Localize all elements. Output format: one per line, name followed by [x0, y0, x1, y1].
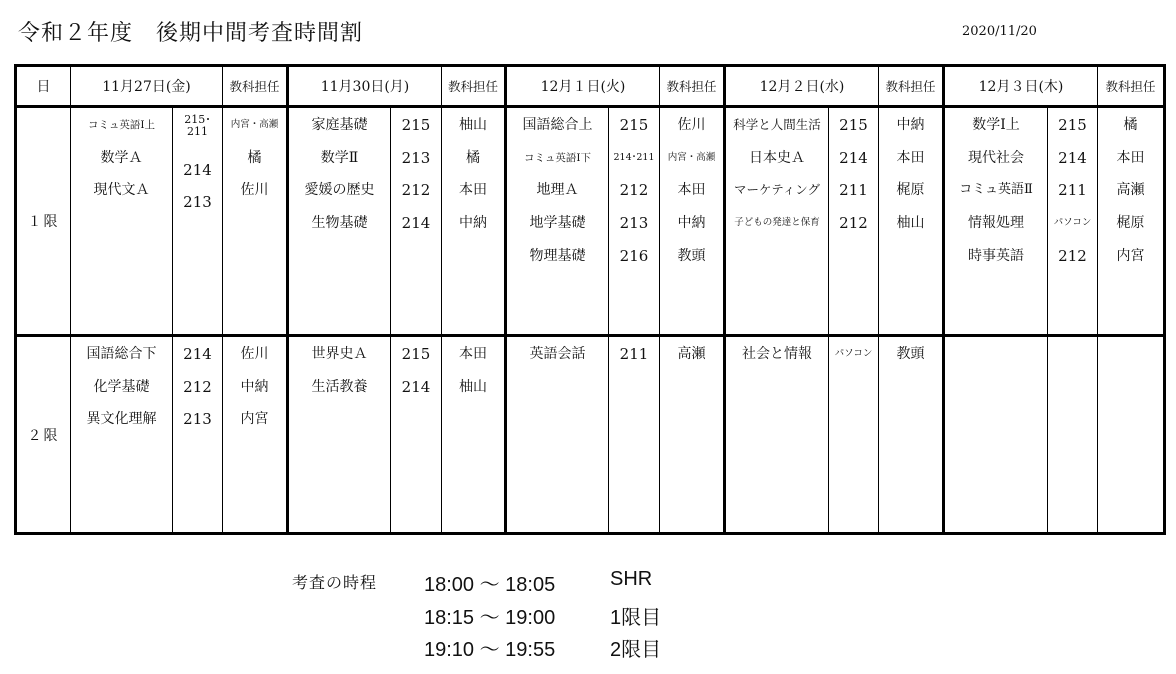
room: 212 — [839, 214, 868, 233]
rooms-cell — [391, 336, 442, 534]
rooms-cell — [1048, 336, 1098, 534]
teachers-cell — [879, 336, 944, 534]
teacher: 中納 — [459, 215, 487, 232]
room: 214 — [1058, 148, 1087, 167]
subject: 子どもの発達と保育 — [734, 217, 820, 229]
room: 213 — [619, 214, 649, 233]
rooms-cell — [1048, 107, 1098, 336]
teacher: 高瀬 — [1116, 182, 1145, 199]
rooms-cell — [829, 107, 879, 336]
day-header-2: 11月30日(月) — [288, 66, 442, 107]
room: 214 — [839, 148, 868, 167]
room: 215 — [401, 116, 431, 134]
teachers-cell — [223, 336, 288, 534]
teacher: 中納 — [677, 215, 706, 232]
teacher-header: 教科担任 — [442, 66, 506, 107]
rooms-cell — [829, 336, 879, 534]
rooms-cell — [391, 107, 442, 336]
day-header-3: 12月１日(火) — [506, 66, 660, 107]
teacher: 内宮・高瀬 — [230, 119, 279, 130]
room: 215 — [839, 116, 868, 134]
rooms-cell — [609, 336, 660, 534]
subject: コミュ英語Ⅱ — [959, 182, 1033, 198]
header-row — [16, 66, 1165, 107]
teacher: 中納 — [896, 117, 925, 133]
teachers-cell — [1098, 107, 1165, 336]
schedule-slot: 2限目 — [610, 639, 662, 661]
corner-label: 日 — [16, 66, 71, 107]
subject: 日本史Ａ — [749, 149, 805, 166]
room: 214 — [183, 160, 212, 179]
teachers-cell — [442, 336, 506, 534]
subject: コミュ英語Ⅰ上 — [88, 119, 155, 131]
subjects-cell — [506, 336, 609, 534]
subject: 国語総合上 — [522, 117, 593, 133]
subject: 数学Ⅱ — [320, 149, 359, 166]
day-header-4: 12月２日(水) — [725, 66, 879, 107]
subject: 異文化理解 — [86, 411, 157, 428]
room: 215･211 — [184, 114, 211, 138]
teacher: 佐川 — [240, 182, 269, 199]
room: 214･211 — [613, 151, 655, 163]
page-title: 令和２年度 後期中間考査時間割 — [18, 21, 364, 46]
room: 212 — [619, 181, 649, 200]
teacher-header: 教科担任 — [660, 66, 725, 107]
day-header-5: 12月３日(木) — [944, 66, 1098, 107]
room: 216 — [619, 246, 649, 265]
room: パソコン — [1053, 217, 1092, 229]
room: 213 — [401, 148, 431, 167]
teacher: 橘 — [466, 149, 480, 166]
period-label: ２限 — [16, 336, 71, 534]
room: 214 — [401, 377, 431, 396]
period-row-2 — [16, 336, 1165, 534]
teacher: 内宮 — [1116, 247, 1145, 264]
subject: 化学基礎 — [93, 378, 150, 395]
subject: 英語会話 — [529, 346, 586, 362]
teacher: 本田 — [1116, 149, 1145, 166]
teacher: 高瀬 — [677, 346, 706, 362]
schedule-time: 18:15 ～ 19:00 — [424, 606, 556, 629]
schedule-slot: SHR — [610, 568, 653, 590]
schedule-time: 19:10 ～ 19:55 — [424, 639, 556, 661]
subjects-cell — [71, 336, 173, 534]
teacher: 内宮 — [240, 411, 269, 428]
room: 214 — [183, 345, 212, 363]
subject: 現代社会 — [968, 149, 1024, 166]
subjects-cell — [288, 107, 391, 336]
room: 215 — [1058, 116, 1087, 134]
room: パソコン — [834, 348, 873, 359]
subject: コミュ英語Ⅰ下 — [524, 151, 591, 164]
subjects-cell — [725, 336, 829, 534]
teacher: 橘 — [1123, 117, 1138, 133]
subject: 愛媛の歴史 — [304, 182, 375, 199]
teacher: 柚山 — [896, 215, 925, 232]
subjects-cell — [506, 107, 609, 336]
room: 213 — [183, 410, 212, 429]
subject: 地理Ａ — [536, 182, 579, 199]
document-date: 2020/11/20 — [962, 24, 1037, 39]
subject: 家庭基礎 — [311, 117, 368, 133]
subjects-cell — [944, 107, 1048, 336]
teacher: 佐川 — [240, 346, 269, 362]
room: 213 — [183, 193, 212, 212]
subject: 世界史Ａ — [311, 346, 368, 362]
teacher: 梶原 — [1116, 215, 1145, 232]
rooms-cell — [173, 107, 223, 336]
teachers-cell — [660, 107, 725, 336]
subject: 科学と人間生活 — [733, 117, 821, 132]
teachers-cell — [442, 107, 506, 336]
subject: 数学Ⅰ上 — [972, 117, 1020, 133]
teacher: 教頭 — [896, 346, 925, 362]
subjects-cell — [725, 107, 829, 336]
room: 211 — [619, 345, 649, 363]
teacher: 本田 — [459, 182, 487, 199]
room: 212 — [1058, 246, 1087, 265]
teachers-cell — [879, 107, 944, 336]
subject: 情報処理 — [968, 215, 1024, 232]
subject: 生活教養 — [311, 378, 368, 395]
teacher: 本田 — [677, 182, 706, 199]
room: 212 — [183, 377, 212, 396]
subject: マーケティング — [733, 182, 820, 198]
rooms-cell — [173, 336, 223, 534]
subject: 社会と情報 — [742, 346, 812, 362]
teachers-cell — [223, 107, 288, 336]
day-header-1: 11月27日(金) — [71, 66, 223, 107]
room: 211 — [1058, 181, 1087, 200]
teachers-cell — [1098, 336, 1165, 534]
teacher: 柚山 — [459, 117, 487, 133]
subject: 地学基礎 — [529, 215, 586, 232]
schedule-slot: 1限目 — [610, 606, 662, 629]
subject: 物理基礎 — [529, 247, 586, 264]
room: 215 — [401, 345, 431, 363]
room: 211 — [839, 181, 868, 200]
teacher: 佐川 — [677, 117, 706, 133]
room: 215 — [619, 116, 649, 134]
subject: 生物基礎 — [311, 215, 368, 232]
subject: 国語総合下 — [86, 346, 157, 362]
teacher: 柚山 — [459, 378, 487, 395]
rooms-cell — [609, 107, 660, 336]
subjects-cell — [71, 107, 173, 336]
period-row-1 — [16, 107, 1165, 336]
period-label: １限 — [16, 107, 71, 336]
teacher: 橘 — [247, 149, 262, 166]
teacher: 本田 — [896, 149, 925, 166]
room: 212 — [401, 181, 431, 200]
room: 214 — [401, 214, 431, 233]
teacher-header: 教科担任 — [223, 66, 288, 107]
subject: 数学Ａ — [100, 149, 143, 166]
teacher: 梶原 — [896, 182, 925, 199]
subjects-cell — [944, 336, 1048, 534]
teacher-header: 教科担任 — [879, 66, 944, 107]
teacher: 教頭 — [677, 247, 706, 264]
schedule-time: 18:00 ～ 18:05 — [424, 574, 556, 596]
schedule-label: 考査の時程 — [292, 573, 378, 592]
teacher: 中納 — [240, 378, 269, 395]
subject: 時事英語 — [968, 247, 1024, 264]
teacher: 本田 — [459, 346, 487, 362]
subjects-cell — [288, 336, 391, 534]
subject: 現代文Ａ — [93, 182, 150, 199]
teachers-cell — [660, 336, 725, 534]
teacher-header: 教科担任 — [1098, 66, 1165, 107]
teacher: 内宮・高瀬 — [667, 151, 716, 163]
exam-timetable — [14, 64, 1166, 535]
